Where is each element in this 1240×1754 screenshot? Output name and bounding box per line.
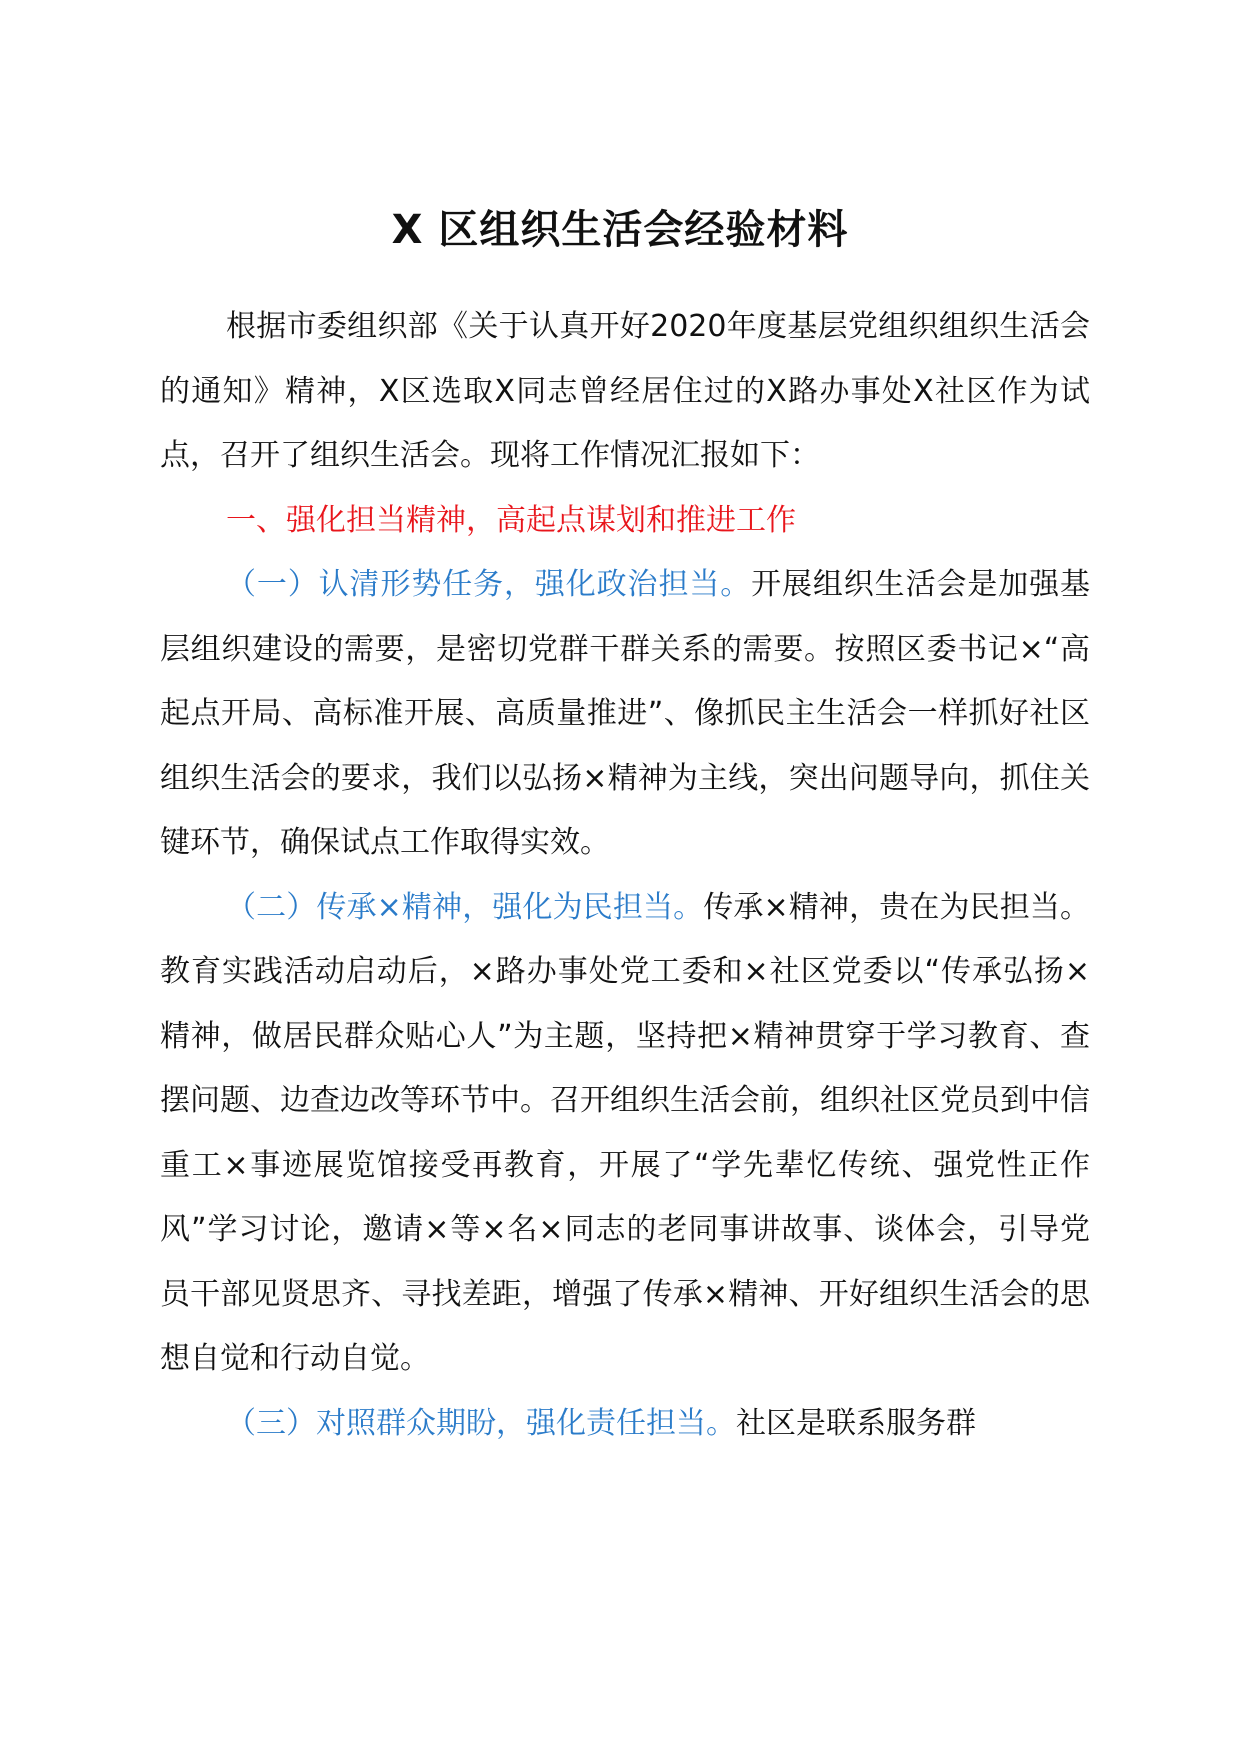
section-heading-1: 一、强化担当精神，高起点谋划和推进工作 xyxy=(226,502,796,538)
subsection-heading-3: （三）对照群众期盼，强化责任担当。 xyxy=(226,1405,736,1441)
subsection-heading-2: （二）传承×精神，强化为民担当。 xyxy=(226,889,704,925)
document-title: X 区组织生活会经验材料 xyxy=(391,207,849,253)
subsection-paragraph-3 xyxy=(160,1392,1090,1457)
subsection-paragraph-1 xyxy=(160,553,1090,876)
subsection-text-2: 传承×精神，贵在为民担当。教育实践活动启动后，×路办事处党工委和×社区党委以“传承弘扬×精神，做居民群众贴心人”为主题，坚持把×精神贯穿于学习教育、查摆问题、边查边改等环节中。召开组织生活会前，组织社区党员到中信重工×事迹展览馆接受再教育，开展了“学先辈忆传统、强党性正作风”学习讨论，邀请×等×名×同志的老同事讲故事、谈体会，引导党员干部见贤思齐、寻找差距，增强了传承×精神、开好组织生活会的思想自觉和行动自觉。 xyxy=(160,889,1090,1376)
intro-paragraph: 根据市委组织部《关于认真开好2020年度基层党组织组织生活会的通知》精神，X区选取X同志曾经居住过的X路办事处X社区作为试点，召开了组织生活会。现将工作情况汇报如下： xyxy=(160,309,1090,473)
subsection-text-3: 社区是联系服务群 xyxy=(736,1405,976,1441)
subsection-paragraph-2 xyxy=(160,876,1090,1392)
subsection-heading-1: （一）认清形势任务，强化政治担当。 xyxy=(226,567,752,602)
document-body xyxy=(160,295,1090,1456)
subsection-text-1: 开展组织生活会是加强基层组织建设的需要，是密切党群干群关系的需要。按照区委书记×“高起点开局、高标准开展、高质量推进”、像抓民主生活会一样抓好社区组织生活会的要求，我们以弘扬×精神为主线，突出问题导向，抓住关键环节，确保试点工作取得实效。 xyxy=(160,567,1091,860)
